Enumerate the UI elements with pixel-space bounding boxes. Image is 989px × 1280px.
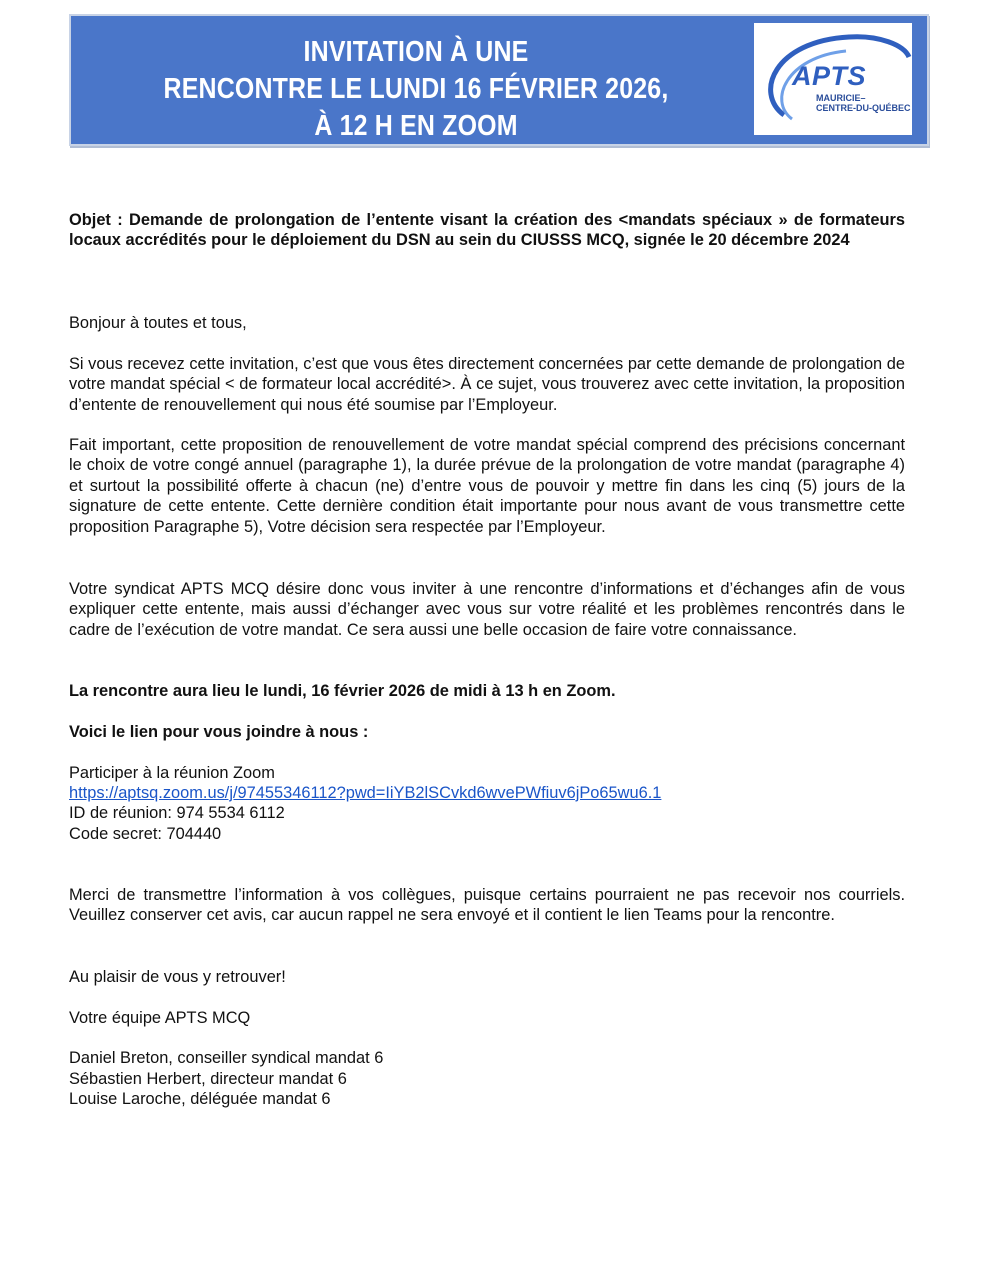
signer-1: Daniel Breton, conseiller syndical mandat 6 [69,1049,384,1067]
banner-title-line-1: INVITATION À UNE [303,36,529,68]
banner-title-line-3: À 12 H EN ZOOM [314,110,518,142]
meeting-passcode: Code secret: 704440 [69,825,222,843]
zoom-link-row [69,783,905,803]
paragraph-forward: Merci de transmettre l’information à vos collègues, puisque certains pourraient ne pas recevoir nos courriels. Veuillez conserver cet avis, car aucun rappel ne sera envoyé et il contient le lien Teams pour la rencontre. [69,886,905,925]
closing: Au plaisir de vous y retrouver! [69,968,286,986]
banner-title [119,34,712,145]
paragraph-invitation: Si vous recevez cette invitation, c’est que vous êtes directement concernées par cette demande de prolongation de votre mandat spécial < de formateur local accrédité>. À ce sujet, vous trouverez avec cette invitation, la proposition d’entente de renouvellement qui nous été soumise par l’Employeur. [69,355,905,414]
letter-subject: Objet : Demande de prolongation de l’entente visant la création des <mandats spéciaux » de formateurs locaux accrédités pour le déploiement du DSN au sein du CIUSSS MCQ, signée le 20 décembre 2024 [69,211,905,250]
logo-region-line-2: CENTRE-DU-QUÉBEC [816,103,911,113]
header-banner [69,14,929,146]
meeting-id: ID de réunion: 974 5534 6112 [69,804,285,822]
zoom-meeting-link[interactable]: https://aptsq.zoom.us/j/97455346112?pwd=IiYB2lSCvkd6wvePWfiuv6jPo65wu6.1 [69,784,662,802]
zoom-label: Participer à la réunion Zoom [69,764,275,782]
paragraph-important: Fait important, cette proposition de renouvellement de votre mandat spécial comprend des précisions concernant le choix de votre congé annuel (paragraphe 1), la durée prévue de la prolongation de votre mandat (paragraphe 4) et surtout la possibilité offerte à chacun (ne) d’entre vous de pouvoir y mettre fin dans les cinq (5) jours de la signature de cette entente. Cette dernière condition était importante pour nous avant de vous transmettre cette proposition Paragraphe 5), Votre décision sera respectée par l’Employeur. [69,436,905,536]
team-signature: Votre équipe APTS MCQ [69,1009,251,1027]
signer-3: Louise Laroche, déléguée mandat 6 [69,1090,331,1108]
paragraph-syndicate: Votre syndicat APTS MCQ désire donc vous inviter à une rencontre d’informations et d’échanges afin de vous expliquer cette entente, mais aussi d’échanger avec vous sur votre réalité et les problèmes rencontrés dans le cadre de l’exécution de votre mandat. Ce sera aussi une belle occasion de faire votre connaissance. [69,580,905,639]
meeting-time: La rencontre aura lieu le lundi, 16 février 2026 de midi à 13 h en Zoom. [69,682,616,700]
join-heading: Voici le lien pour vous joindre à nous : [69,723,369,741]
logo-wordmark: APTS [792,61,867,91]
banner-title-line-2: RENCONTRE LE LUNDI 16 FÉVRIER 2026, [163,73,669,105]
logo-region-line-1: MAURICIE– [816,93,866,103]
apts-logo [754,23,912,135]
greeting: Bonjour à toutes et tous, [69,314,247,332]
signer-2: Sébastien Herbert, directeur mandat 6 [69,1070,347,1088]
logo-region [816,93,911,113]
